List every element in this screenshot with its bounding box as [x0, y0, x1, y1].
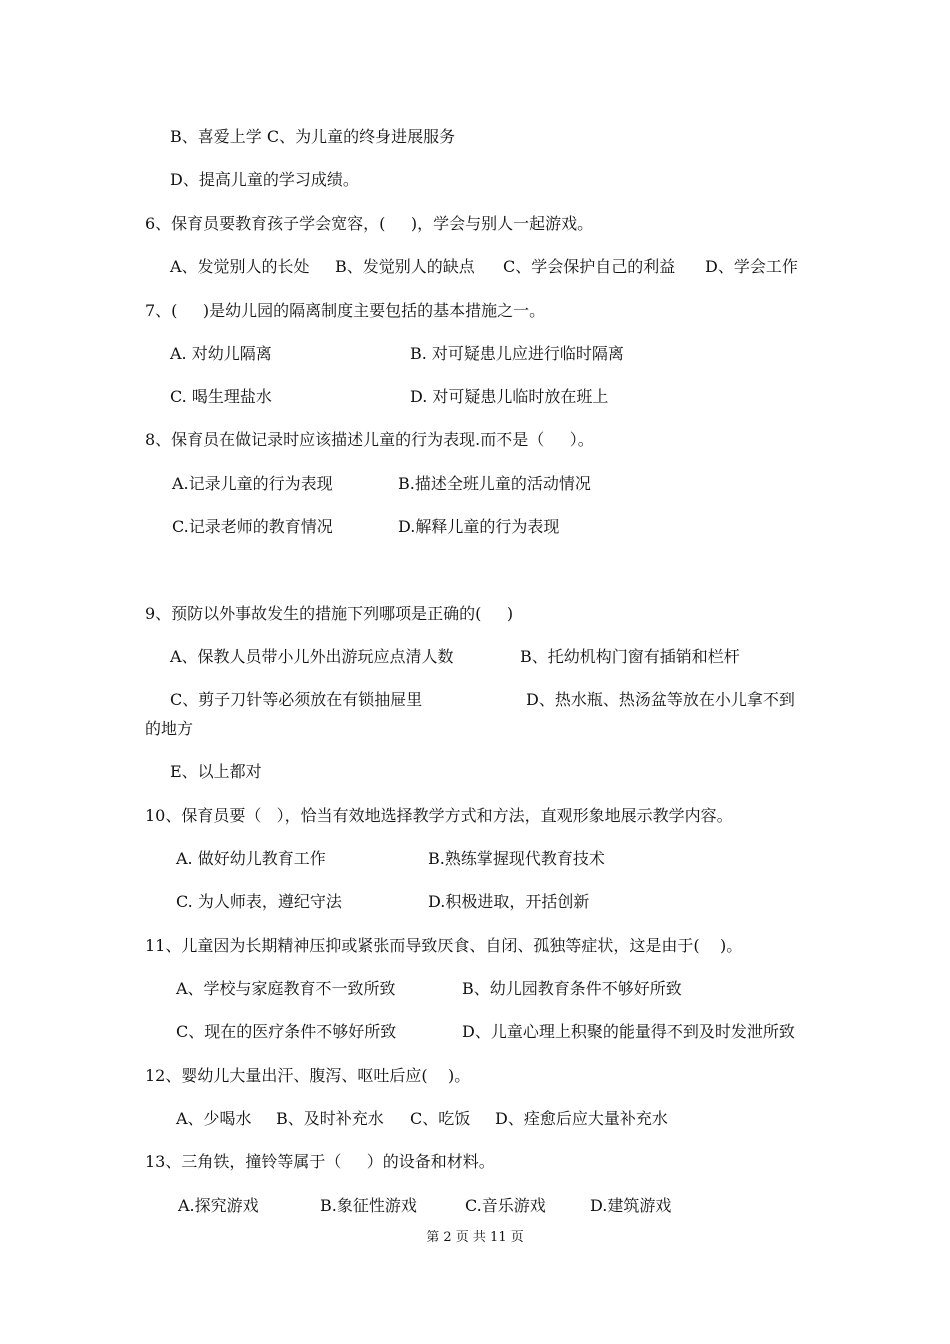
q12-option-d: D、痊愈后应大量补充水: [495, 1109, 668, 1128]
q8-option-d: D.解释儿童的行为表现: [398, 517, 560, 536]
question-6-stem: 6、保育员要教育孩子学会宽容，( )，学会与别人一起游戏。: [145, 214, 594, 233]
q12-option-a: A、少喝水: [176, 1109, 252, 1128]
q9-option-d: D、热水瓶、热汤盆等放在小儿拿不到: [526, 690, 795, 709]
q7-option-a: A. 对幼儿隔离: [170, 344, 272, 363]
q12-option-b: B、及时补充水: [276, 1109, 384, 1128]
q13-option-a: A.探究游戏: [178, 1196, 259, 1215]
q11-option-a: A、学校与家庭教育不一致所致: [176, 979, 396, 998]
option-b-c-line: B、喜爱上学 C、为儿童的终身进展服务: [170, 127, 456, 146]
question-12-stem: 12、婴幼儿大量出汗、腹泻、呕吐后应( )。: [145, 1066, 471, 1085]
question-10-stem: 10、保育员要（ ），恰当有效地选择教学方式和方法，直观形象地展示教学内容。: [145, 806, 733, 825]
q6-option-d: D、学会工作: [705, 257, 798, 276]
q9-option-c: C、剪子刀针等必须放在有锁抽屉里: [170, 690, 423, 709]
q7-option-b: B. 对可疑患儿应进行临时隔离: [410, 344, 624, 363]
q11-option-c: C、现在的医疗条件不够好所致: [176, 1022, 397, 1041]
q12-option-c: C、吃饭: [410, 1109, 471, 1128]
question-9-stem: 9、预防以外事故发生的措施下列哪项是正确的( ): [145, 604, 514, 623]
q11-option-b: B、幼儿园教育条件不够好所致: [462, 979, 682, 998]
q10-option-b: B.熟练掌握现代教育技术: [428, 849, 605, 868]
q11-option-d: D、儿童心理上积聚的能量得不到及时发泄所致: [462, 1022, 795, 1041]
q10-option-a: A. 做好幼儿教育工作: [176, 849, 326, 868]
q8-option-b: B.描述全班儿童的活动情况: [398, 474, 591, 493]
question-7-stem: 7、( )是幼儿园的隔离制度主要包括的基本措施之一。: [145, 301, 546, 320]
q9-option-e: E、以上都对: [170, 762, 262, 781]
q6-option-b: B、发觉别人的缺点: [335, 257, 475, 276]
q7-option-d: D. 对可疑患儿临时放在班上: [410, 387, 609, 406]
q6-option-c: C、学会保护自己的利益: [503, 257, 676, 276]
q9-option-a: A、保教人员带小儿外出游玩应点清人数: [170, 647, 454, 666]
q10-option-c: C. 为人师表，遵纪守法: [176, 892, 342, 911]
question-8-stem: 8、保育员在做记录时应该描述儿童的行为表现.而不是（ ）。: [145, 430, 594, 449]
q13-option-d: D.建筑游戏: [590, 1196, 672, 1215]
q13-option-b: B.象征性游戏: [320, 1196, 417, 1215]
q8-option-a: A.记录儿童的行为表现: [172, 474, 333, 493]
q7-option-c: C. 喝生理盐水: [170, 387, 272, 406]
q9-option-b: B、托幼机构门窗有插销和栏杆: [520, 647, 740, 666]
question-11-stem: 11、儿童因为长期精神压抑或紧张而导致厌食、自闭、孤独等症状，这是由于( )。: [145, 936, 743, 955]
q8-option-c: C.记录老师的教育情况: [172, 517, 333, 536]
q13-option-c: C.音乐游戏: [465, 1196, 546, 1215]
q9-option-d-continuation: 的地方: [145, 719, 194, 738]
page-footer: 第 2 页 共 11 页: [426, 1230, 524, 1245]
question-13-stem: 13、三角铁，撞铃等属于（ ）的设备和材料。: [145, 1152, 495, 1171]
q10-option-d: D.积极进取，开括创新: [428, 892, 590, 911]
q6-option-a: A、发觉别人的长处: [170, 257, 310, 276]
option-d-line: D、提高儿童的学习成绩。: [170, 170, 359, 189]
